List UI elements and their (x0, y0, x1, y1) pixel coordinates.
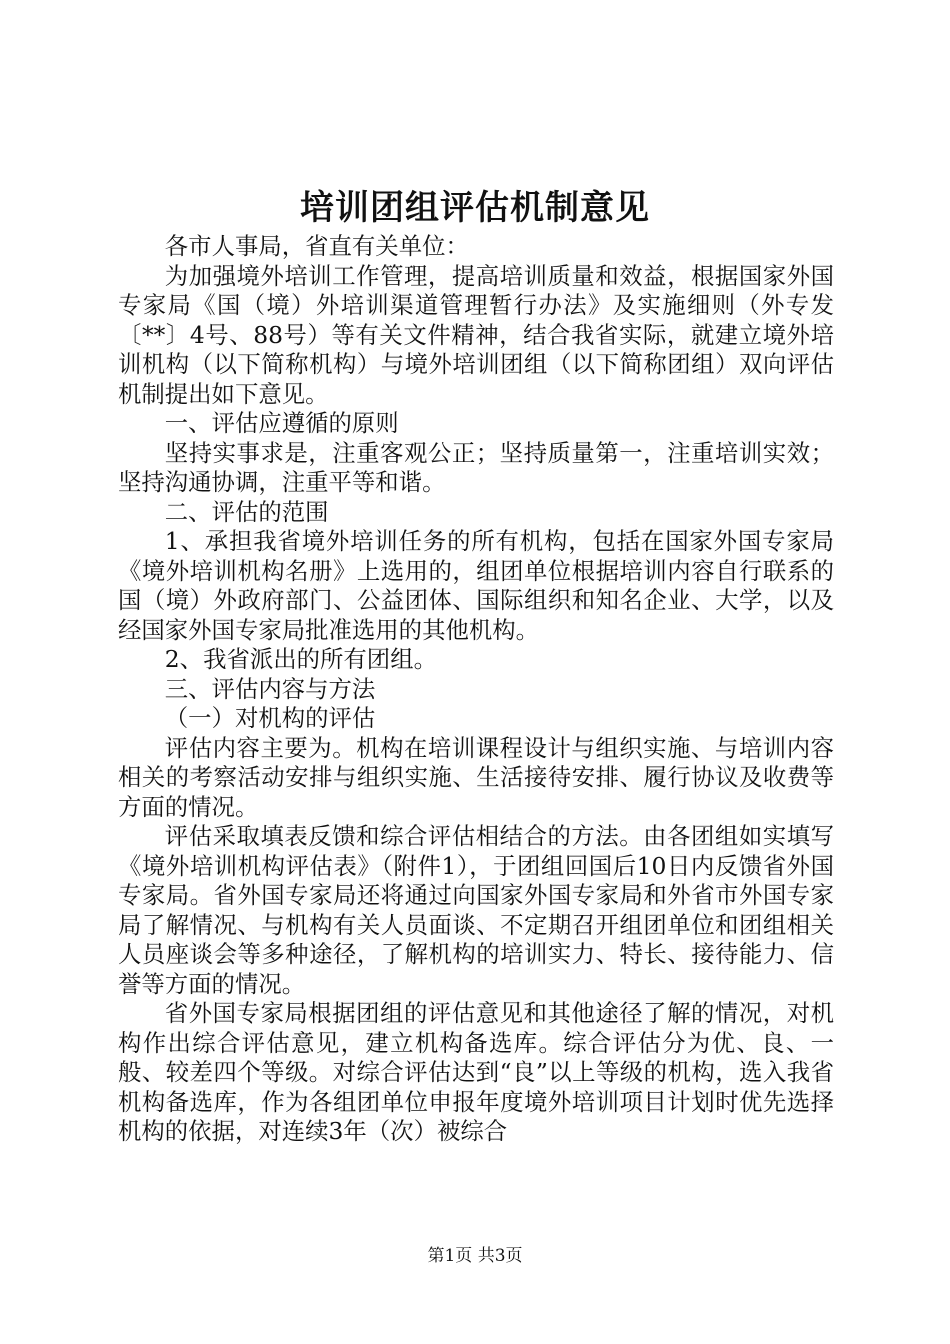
comprehensive-evaluation-paragraph: 省外国专家局根据团组的评估意见和其他途径了解的情况，对机构作出综合评估意见，建立机构备选库。综合评估分为优、良、一般、较差四个等级。对综合评估达到“良”以上等级的机构，选入我省机构备选库，作为各组团单位申报年度境外培训项目计划时优先选择机构的依据，对连续3年（次）被综合 (118, 999, 834, 1145)
evaluation-content-paragraph: 评估内容主要为。机构在培训课程设计与组织实施、与培训内容相关的考察活动安排与组织实施、生活接待安排、履行协议及收费等方面的情况。 (118, 733, 834, 821)
section-heading-scope: 二、评估的范围 (164, 497, 329, 526)
salutation: 各市人事局，省直有关单位： (164, 232, 469, 260)
principles-paragraph: 坚持实事求是，注重客观公正；坚持质量第一，注重培训实效；坚持沟通协调，注重平等和谐。 (118, 438, 834, 496)
document-body (118, 232, 834, 1147)
section-heading-content-method: 三、评估内容与方法 (164, 674, 376, 703)
subsection-heading-institution-evaluation: （一）对机构的评估 (164, 704, 376, 732)
document-title: 培训团组评估机制意见 (300, 188, 650, 228)
scope-item-1: 1、承担我省境外培训任务的所有机构，包括在国家外国专家局《境外培训机构名册》上选用的，组团单位根据培训内容自行联系的国（境）外政府部门、公益团体、国际组织和知名企业、大学，以及经国家外国专家局批准选用的其他机构。 (118, 527, 834, 644)
intro-paragraph: 为加强境外培训工作管理，提高培训质量和效益，根据国家外国专家局《国（境）外培训渠道管理暂行办法》及实施细则（外专发〔**〕4号、88号）等有关文件精神，结合我省实际，就建立境外培训机构（以下简称机构）与境外培训团组（以下简称团组）双向评估机制提出如下意见。 (118, 261, 834, 408)
page-number-footer: 第1页 共3页 (427, 1246, 523, 1266)
evaluation-method-paragraph: 评估采取填表反馈和综合评估相结合的方法。由各团组如实填写《境外培训机构评估表》（附件1），于团组回国后10日内反馈省外国专家局。省外国专家局还将通过向国家外国专家局和外省市外国专家局了解情况、与机构有关人员面谈、不定期召开组团单位和团组相关人员座谈会等多种途径，了解机构的培训实力、特长、接待能力、信誉等方面的情况。 (118, 822, 834, 998)
section-heading-principles: 一、评估应遵循的原则 (164, 409, 399, 437)
scope-item-2: 2、我省派出的所有团组。 (164, 645, 437, 673)
